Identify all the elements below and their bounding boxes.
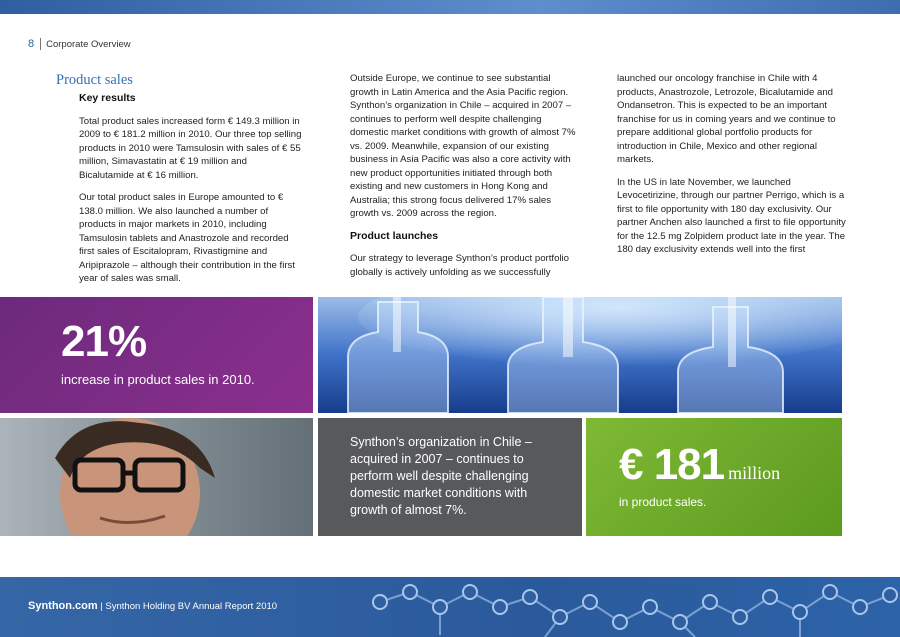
sales-increase-caption: increase in product sales in 2010.: [61, 372, 255, 387]
product-sales-value: [619, 440, 780, 490]
outside-europe-paragraph: Outside Europe, we continue to see substantial growth in Latin America and the Asia Pacific region. Synthon’s organization in Chile – acquired in 2007 – continues to perform well despite challenging domestic market conditions with growth of almost 7% vs. 2009. Meanwhile, expansion of our existing business in Asia Pacific was also a core activity with new product opportunities initiated through both existing and new customers in Hong Kong and Australia; this strong focus delivered 17% sales growth vs. 2009 across the region.: [350, 73, 576, 219]
scientist-portrait-photo: [0, 418, 313, 536]
product-sales-caption: in product sales.: [619, 495, 707, 509]
lab-vials-photo: [318, 297, 842, 413]
footer-report-title: | Synthon Holding BV Annual Report 2010: [100, 601, 278, 612]
header-divider: [40, 38, 41, 50]
molecule-pattern: [360, 577, 900, 637]
strategy-paragraph: Our strategy to leverage Synthon’s product portfolio globally is actively unfolding as we successfully: [350, 253, 570, 278]
us-launch-paragraph: In the US in late November, we launched Levocetirizine, through our partner Perrigo, which is a first to file opportunity with 180 day exclusivity. Our partner Anchen also launched a first to file opportunity for the 12.5 mg Zolpidem product late in the year. The 180 day exclusivity extends well into the first: [617, 176, 846, 255]
product-sales-unit: million: [728, 463, 781, 483]
europe-paragraph: Our total product sales in Europe amounted to € 138.0 million. We also launched a number of products in major markets in 2010, including Tamsulosin tablets and Anastrozole and recorded first sales of Escitalopram, Rivastigmine and Aripiprazole – although their contribution in the first year of sales was small.: [79, 192, 295, 284]
text-column-2: [350, 72, 578, 288]
text-column-3: [617, 72, 847, 266]
page-header: [28, 38, 131, 50]
page-footer: [0, 577, 900, 637]
text-column-1: [79, 72, 304, 295]
oncology-paragraph: launched our oncology franchise in Chile with 4 products, Anastrozole, Letrozole, Bicalutamide and Ondansetron. This is expected to be an important franchise for us in coming years and we continue to prepare additional global portfolio products for introduction in Chile, Mexico and other regional markets.: [617, 73, 836, 165]
product-launches-heading: Product launches: [350, 229, 439, 242]
top-banner: [0, 0, 900, 14]
product-sales-amount: € 181: [619, 440, 725, 489]
sales-increase-tile: [0, 297, 313, 413]
key-results-paragraph: Total product sales increased form € 149.3 million in 2009 to € 181.2 million in 2010. Our three top selling products in 2010 were Tamsulosin with sales of € 55 million, Simavastatin at € 19 million and Bicalutamide at € 16 million.: [79, 115, 302, 181]
chile-quote-tile: [318, 418, 582, 536]
product-sales-tile: [586, 418, 842, 536]
key-results-heading: Key results: [79, 92, 136, 104]
chile-quote-text: Synthon’s organization in Chile – acquired in 2007 – continues to perform well despite challenging domestic market conditions with growth of almost 7%.: [350, 435, 532, 517]
page-number: 8: [28, 38, 35, 50]
footer-brand-link[interactable]: Synthon.com: [28, 600, 98, 612]
section-label: Corporate Overview: [46, 38, 131, 50]
sales-increase-value: 21%: [61, 317, 147, 366]
footer-text: [28, 600, 277, 612]
section-title: Product sales: [56, 72, 133, 88]
